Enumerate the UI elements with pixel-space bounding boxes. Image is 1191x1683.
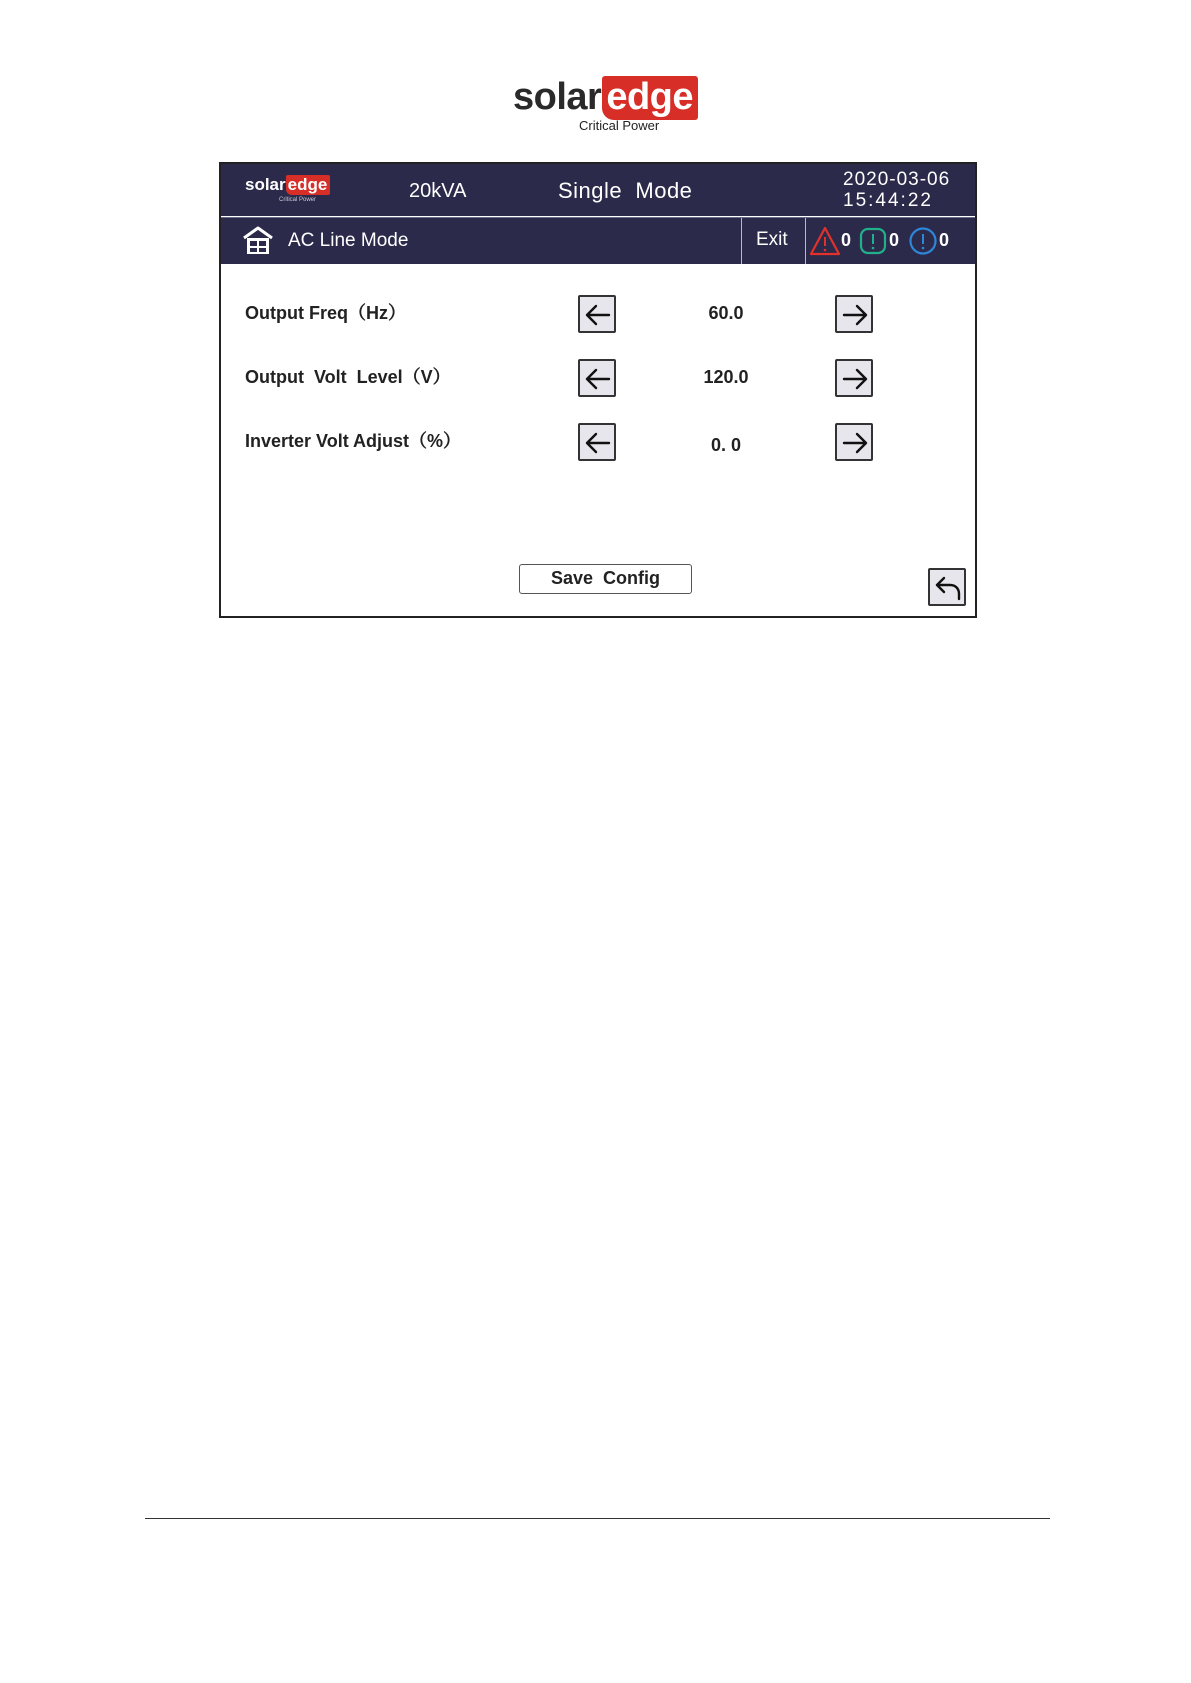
- setting-label: Inverter Volt Adjust（%）: [245, 431, 462, 451]
- decrease-button[interactable]: [578, 423, 616, 461]
- footer-rule: [145, 1518, 1050, 1519]
- increase-button[interactable]: [835, 359, 873, 397]
- warning-triangle-icon: [809, 225, 841, 257]
- operating-mode-label: Single Mode: [558, 178, 693, 203]
- decrease-button[interactable]: [578, 295, 616, 333]
- save-config-button[interactable]: Save Config: [519, 564, 692, 594]
- info-count: 0: [939, 230, 950, 250]
- home-icon[interactable]: [241, 224, 275, 258]
- return-arrow-icon: [933, 573, 963, 603]
- time-display: 15:44:22: [843, 190, 933, 211]
- exit-button[interactable]: Exit: [756, 229, 788, 250]
- divider: [805, 218, 806, 264]
- exclamation-circle-icon: [907, 225, 939, 257]
- brand-tagline: Critical Power: [579, 118, 660, 133]
- arrow-right-icon: [840, 364, 870, 394]
- setting-value: 0. 0: [710, 435, 742, 455]
- increase-button[interactable]: [835, 295, 873, 333]
- fault-count: 0: [841, 230, 852, 250]
- screen-logo: solar edge Critical Power: [245, 174, 335, 208]
- setting-row-inverter-volt-adjust: [221, 419, 975, 465]
- arrow-left-icon: [583, 300, 613, 330]
- setting-label: Output Freq（Hz）: [245, 303, 406, 323]
- setting-value: 60.0: [708, 303, 744, 323]
- top-status-bar: [221, 164, 975, 216]
- back-button[interactable]: [928, 568, 966, 606]
- increase-button[interactable]: [835, 423, 873, 461]
- arrow-right-icon: [840, 428, 870, 458]
- arrow-right-icon: [840, 300, 870, 330]
- setting-row-output-freq: [221, 291, 975, 337]
- sub-header-bar: [221, 217, 975, 264]
- page-title: AC Line Mode: [288, 230, 409, 251]
- decrease-button[interactable]: [578, 359, 616, 397]
- arrow-left-icon: [583, 364, 613, 394]
- date-display: 2020-03-06: [843, 169, 951, 190]
- brand-wordmark: solar edge: [513, 75, 698, 119]
- setting-value: 120.0: [703, 367, 749, 387]
- divider: [741, 218, 742, 264]
- warning-count: 0: [889, 230, 900, 250]
- device-screen: [219, 162, 977, 618]
- setting-label: Output Volt Level（V）: [245, 367, 451, 387]
- page-logo: [513, 75, 694, 135]
- arrow-left-icon: [583, 428, 613, 458]
- exclamation-square-icon: [857, 225, 889, 257]
- setting-row-output-volt-level: [221, 355, 975, 401]
- capacity-label: 20kVA: [409, 180, 467, 202]
